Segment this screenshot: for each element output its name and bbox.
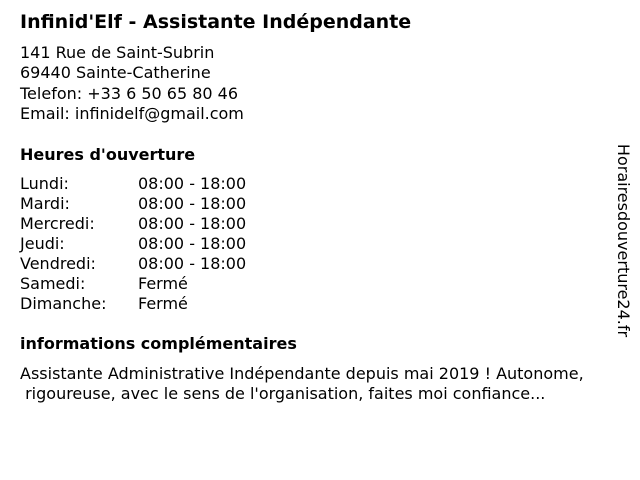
address-street: 141 Rue de Saint-Subrin <box>20 43 215 62</box>
day-label: Lundi: <box>20 174 69 193</box>
opening-hours-heading: Heures d'ouverture <box>20 145 196 164</box>
additional-info-text: Assistante Administrative Indépendante depuis mai 2019 ! Autonome, rigoureuse, avec le sens de l'organisation, faites moi confiance... <box>20 364 584 403</box>
time-value: Fermé <box>138 294 188 313</box>
time-value: 08:00 - 18:00 <box>138 234 247 253</box>
time-value: 08:00 - 18:00 <box>138 254 247 273</box>
time-value: 08:00 - 18:00 <box>138 174 247 193</box>
contact-block <box>20 43 244 124</box>
phone-number: Telefon: +33 6 50 65 80 46 <box>20 83 239 103</box>
time-value: 08:00 - 18:00 <box>138 214 247 233</box>
day-label: Samedi: <box>20 274 86 293</box>
address-city: 69440 Sainte-Catherine <box>20 63 211 83</box>
day-label: Mardi: <box>20 194 70 213</box>
day-label: Mercredi: <box>20 214 95 233</box>
time-value: Fermé <box>138 274 188 293</box>
business-name: Infinid'Elf - Assistante Indépendante <box>20 11 412 33</box>
email-address: Email: infinidelf@gmail.com <box>20 103 244 123</box>
day-label: Vendredi: <box>20 254 96 273</box>
time-value: 08:00 - 18:00 <box>138 194 247 213</box>
day-label: Dimanche: <box>20 294 107 313</box>
additional-info-heading: informations complémentaires <box>20 334 297 353</box>
watermark <box>609 134 639 346</box>
watermark-text: Horairesdouverture24.fr <box>614 143 634 337</box>
day-label: Jeudi: <box>20 234 65 253</box>
